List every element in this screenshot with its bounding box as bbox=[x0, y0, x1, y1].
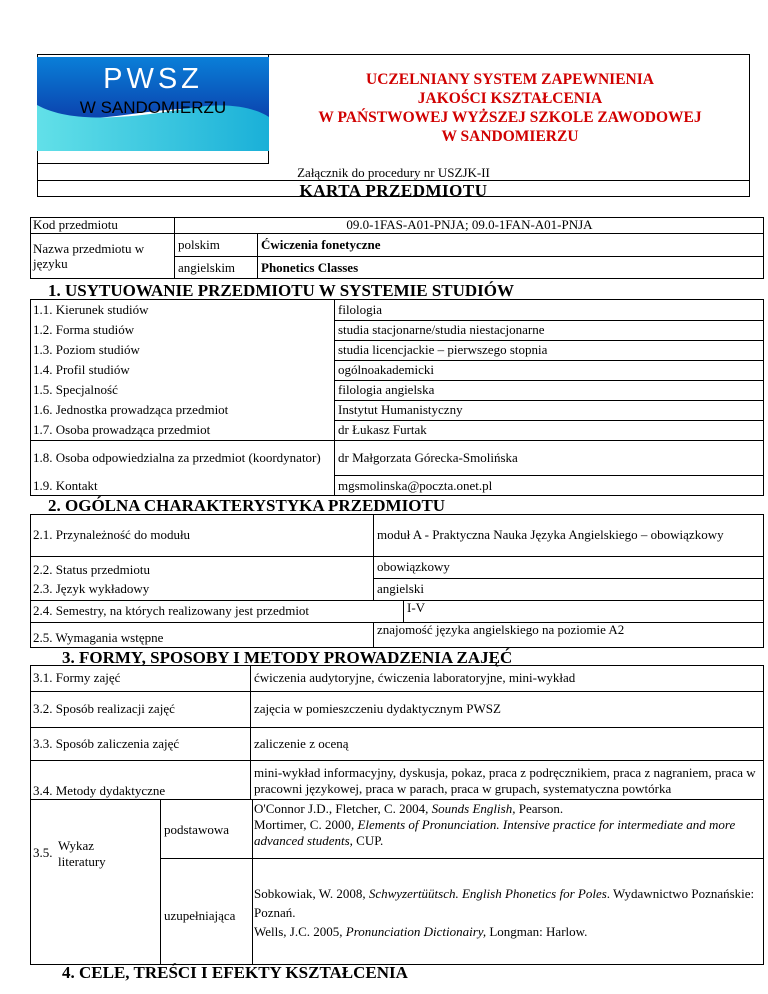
pwsz-logo bbox=[37, 57, 269, 151]
s2-label-1: 2.1. Przynależność do modułu bbox=[33, 526, 191, 542]
lit-row-divider bbox=[160, 858, 764, 859]
s3-value-4: mini-wykład informacyjny, dyskusja, pokaz, praca z podręcznikiem, praca z nagraniem, praca w pracowni językowej, praca w parach, praca w grupach, systematyczna powtórka bbox=[254, 765, 756, 796]
s1-label-9: 1.9. Kontakt bbox=[33, 477, 98, 493]
system-title bbox=[270, 70, 750, 146]
lit-supp-item-1: Sobkowiak, W. 2008, Schwyzertüütsch. English Phonetics for Poles. Wydawnictwo Poznańskie: Poznań. bbox=[254, 886, 755, 920]
logo-text-top: PWSZ bbox=[103, 63, 203, 95]
name-en: Phonetics Classes bbox=[261, 259, 359, 275]
s1-value-2: studia stacjonarne/studia niestacjonarne bbox=[338, 321, 545, 337]
s1-value-7: dr Łukasz Furtak bbox=[338, 421, 427, 437]
section-4-title: 4. CELE, TREŚCI I EFEKTY KSZTAŁCENIA bbox=[62, 963, 408, 982]
s1-value-6: Instytut Humanistyczny bbox=[338, 401, 463, 417]
s1-value-3: studia licencjackie – pierwszego stopnia bbox=[338, 341, 548, 357]
s1-value-9: mgsmolinska@poczta.onet.pl bbox=[338, 477, 493, 493]
lang-pl: polskim bbox=[178, 236, 220, 252]
name-label: Nazwa przedmiotu w języku bbox=[33, 240, 145, 271]
s2-label-4: 2.4. Semestry, na których realizowany jest przedmiot bbox=[33, 603, 310, 619]
s1-label-3: 1.3. Poziom studiów bbox=[33, 341, 140, 357]
lit-supp-item-2: Wells, J.C. 2005, Pronunciation Dictionairy, Longman: Harlow. bbox=[254, 924, 588, 939]
s2-label-3: 2.3. Język wykładowy bbox=[33, 581, 150, 597]
lit-basic-list bbox=[254, 801, 762, 849]
system-title-line-1: UCZELNIANY SYSTEM ZAPEWNIENIA bbox=[366, 71, 654, 88]
system-title-line-2: JAKOŚCI KSZTAŁCENIA bbox=[417, 90, 603, 107]
s1-label-6: 1.6. Jednostka prowadząca przedmiot bbox=[33, 401, 229, 417]
s3-label-2: 3.2. Sposób realizacji zajęć bbox=[33, 701, 175, 717]
s3-value-1: ćwiczenia audytoryjne, ćwiczenia laboratoryjne, mini-wykład bbox=[254, 669, 576, 685]
s3-label-4: 3.4. Metody dydaktyczne bbox=[33, 783, 166, 799]
lit-basic-label: podstawowa bbox=[164, 821, 229, 837]
s2-value-5: znajomość języka angielskiego na poziomie A2 bbox=[377, 622, 625, 637]
s3-label-3: 3.3. Sposób zaliczenia zajęć bbox=[33, 735, 180, 751]
s1-label-4: 1.4. Profil studiów bbox=[33, 361, 130, 377]
lit-supp-label: uzupełniająca bbox=[164, 907, 236, 923]
s1-label-2: 1.2. Forma studiów bbox=[33, 321, 135, 337]
s1-value-8: dr Małgorzata Górecka-Smolińska bbox=[338, 449, 518, 465]
lit-basic-item-2: Mortimer, C. 2000, Elements of Pronunciation. Intensive practice for intermediate and more advanced students, CUP. bbox=[254, 817, 736, 848]
s2-value-4: I-V bbox=[407, 600, 426, 615]
s2-label-2: 2.2. Status przedmiotu bbox=[33, 562, 150, 578]
s1-label-5: 1.5. Specjalność bbox=[33, 381, 118, 397]
s2-value-3: angielski bbox=[377, 581, 424, 597]
lit-num: 3.5. bbox=[33, 844, 53, 860]
s3-line-4 bbox=[30, 799, 764, 800]
section-2-title: 2. OGÓLNA CHARAKTERYSTYKA PRZEDMIOTU bbox=[48, 496, 446, 515]
s1-value-1: filologia bbox=[338, 301, 383, 317]
s2-value-2: obowiązkowy bbox=[377, 559, 450, 575]
s1-label-7: 1.7. Osoba prowadząca przedmiot bbox=[33, 421, 211, 437]
code-label: Kod przedmiotu bbox=[33, 217, 118, 233]
s3-label-1: 3.1. Formy zajęć bbox=[33, 669, 121, 685]
lit-label: Wykaz literatury bbox=[58, 838, 106, 869]
s3-value-2: zajęcia w pomieszczeniu dydaktycznym PWSZ bbox=[254, 701, 501, 717]
lit-col-divider-2 bbox=[252, 800, 253, 965]
name-pl: Ćwiczenia fonetyczne bbox=[261, 236, 381, 252]
s1-label-8: 1.8. Osoba odpowiedzialna za przedmiot (koordynator) bbox=[33, 449, 321, 465]
s1-value-5: filologia angielska bbox=[338, 381, 435, 397]
lit-supp-list bbox=[254, 884, 762, 941]
logo-text-bottom: W SANDOMIERZU bbox=[79, 98, 227, 117]
s1-value-4: ogólnoakademicki bbox=[338, 361, 435, 377]
s3-value-3: zaliczenie z oceną bbox=[254, 735, 349, 751]
lang-en: angielskim bbox=[178, 259, 236, 275]
lit-basic-item-1: O'Connor J.D., Fletcher, C. 2004, Sounds English, Pearson. bbox=[254, 801, 564, 816]
code-value: 09.0-1FAS-A01-PNJA; 09.0-1FAN-A01-PNJA bbox=[346, 217, 593, 233]
s2-value-1: moduł A - Praktyczna Nauka Języka Angielskiego – obowiązkowy bbox=[377, 526, 724, 542]
section-3-title: 3. FORMY, SPOSOBY I METODY PROWADZENIA ZAJĘĆ bbox=[62, 648, 513, 667]
system-title-line-4: W SANDOMIERZU bbox=[441, 128, 579, 145]
s1-label-1: 1.1. Kierunek studiów bbox=[33, 301, 149, 317]
card-title: KARTA PRZEDMIOTU bbox=[299, 181, 488, 200]
s2-label-5: 2.5. Wymagania wstępne bbox=[33, 630, 164, 646]
system-title-line-3: W PAŃSTWOWEJ WYŻSZEJ SZKOLE ZAWODOWEJ bbox=[318, 109, 702, 126]
section-1-title: 1. USYTUOWANIE PRZEDMIOTU W SYSTEMIE STUDIÓW bbox=[48, 281, 515, 300]
attachment-text: Załącznik do procedury nr USZJK-II bbox=[297, 165, 490, 180]
